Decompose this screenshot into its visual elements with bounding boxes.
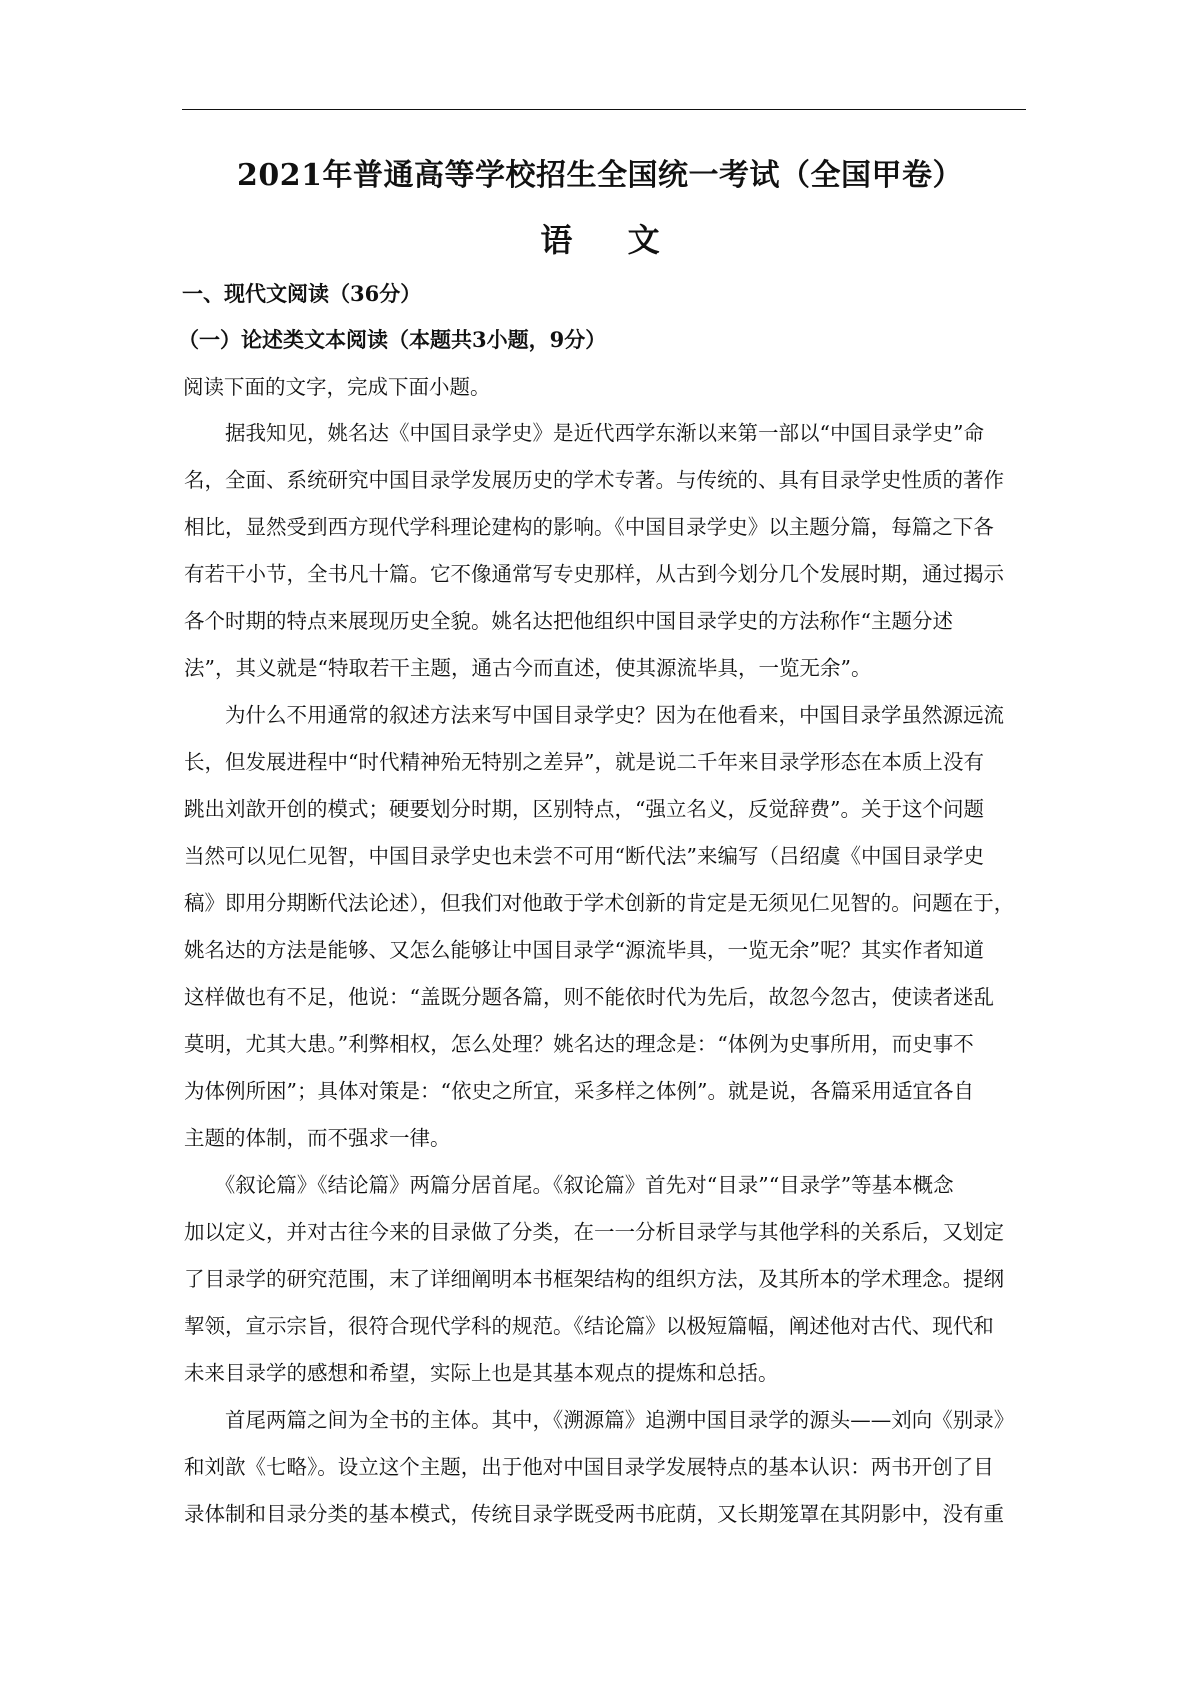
passage-line: 了目录学的研究范围，末了详细阐明本书框架结构的组织方法，及其所本的学术理念。提纲 bbox=[184, 1267, 1004, 1291]
passage-line: 当然可以见仁见智，中国目录学史也未尝不可用“断代法”来编写（吕绍虞《中国目录学史 bbox=[184, 844, 984, 868]
passage-line: 录体制和目录分类的基本模式，传统目录学既受两书庇荫，又长期笼罩在其阴影中，没有重 bbox=[184, 1502, 1004, 1526]
passage-line: 长，但发展进程中“时代精神殆无特别之差异”，就是说二千年来目录学形态在本质上没有 bbox=[184, 750, 984, 774]
exam-title: 2021年普通高等学校招生全国统一考试（全国甲卷） bbox=[237, 158, 963, 193]
passage-line: 稿》即用分期断代法论述），但我们对他敢于学术创新的肯定是无须见仁见智的。问题在于， bbox=[184, 891, 1015, 915]
passage-line: 各个时期的特点来展现历史全貌。姚名达把他组织中国目录学史的方法称作“主题分述 bbox=[184, 609, 953, 633]
reading-instruction: 阅读下面的文字，完成下面小题。 bbox=[183, 375, 491, 399]
passage-line: 跳出刘歆开创的模式；硬要划分时期，区别特点，“强立名义，反觉辞费”。关于这个问题 bbox=[184, 797, 984, 821]
passage-line: 主题的体制，而不强求一律。 bbox=[184, 1126, 451, 1150]
passage-line: 加以定义，并对古往今来的目录做了分类，在一一分析目录学与其他学科的关系后，又划定 bbox=[184, 1220, 1004, 1244]
subsection-heading: （一）论述类文本阅读（本题共3小题，9分） bbox=[178, 327, 607, 352]
passage-line: 挈领，宣示宗旨，很符合现代学科的规范。《结论篇》以极短篇幅，阐述他对古代、现代和 bbox=[184, 1314, 994, 1338]
passage-line: 《叙论篇》《结论篇》两篇分居首尾。《叙论篇》首先对“目录”“目录学”等基本概念 bbox=[184, 1173, 954, 1197]
section-heading: 一、现代文阅读（36分） bbox=[182, 281, 422, 306]
passage-line: 这样做也有不足，他说：“盖既分题各篇，则不能依时代为先后，故忽今忽古，使读者迷乱 bbox=[184, 985, 994, 1009]
passage-line: 名，全面、系统研究中国目录学发展历史的学术专著。与传统的、具有目录学史性质的著作 bbox=[184, 468, 1004, 492]
header-rule bbox=[182, 109, 1026, 110]
passage-line: 和刘歆《七略》。设立这个主题，出于他对中国目录学发展特点的基本认识：两书开创了目 bbox=[184, 1455, 994, 1479]
passage-line: 据我知见，姚名达《中国目录学史》是近代西学东渐以来第一部以“中国目录学史”命 bbox=[184, 421, 984, 445]
passage-line: 姚名达的方法是能够、又怎么能够让中国目录学“源流毕具，一览无余”呢？其实作者知道 bbox=[184, 938, 984, 962]
passage-line: 为体例所困”；具体对策是：“依史之所宜，采多样之体例”。就是说，各篇采用适宜各自 bbox=[184, 1079, 974, 1103]
passage-line: 有若干小节，全书凡十篇。它不像通常写专史那样，从古到今划分几个发展时期，通过揭示 bbox=[184, 562, 1004, 586]
passage-line: 法”，其义就是“特取若干主题，通古今而直述，使其源流毕具，一览无余”。 bbox=[184, 656, 872, 680]
passage-line: 为什么不用通常的叙述方法来写中国目录学史？因为在他看来，中国目录学虽然源远流 bbox=[184, 703, 1004, 727]
passage-line: 相比，显然受到西方现代学科理论建构的影响。《中国目录学史》以主题分篇，每篇之下各 bbox=[184, 515, 994, 539]
passage-line: 莫明，尤其大患。”利弊相权，怎么处理？姚名达的理念是：“体例为史事所用，而史事不 bbox=[184, 1032, 974, 1056]
passage-line: 首尾两篇之间为全书的主体。其中，《溯源篇》追溯中国目录学的源头——刘向《别录》 bbox=[184, 1408, 1015, 1432]
passage-line: 未来目录学的感想和希望，实际上也是其基本观点的提炼和总括。 bbox=[184, 1361, 779, 1385]
subject-title: 语 文 bbox=[540, 221, 682, 259]
